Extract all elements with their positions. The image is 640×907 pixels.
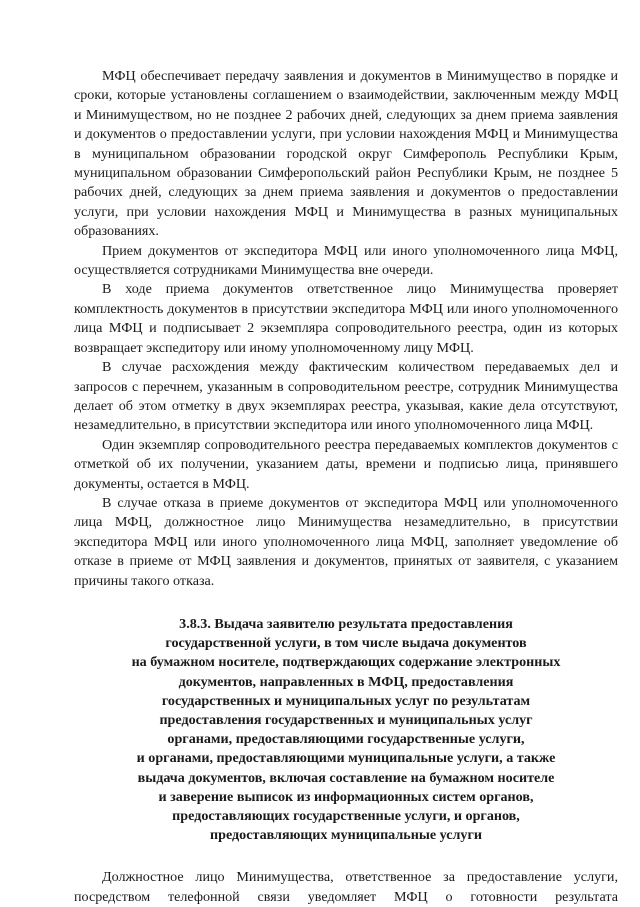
paragraph-registry-copy: Один экземпляр сопроводительного реестра передаваемых комплектов документов с отметкой об их получении, указанием даты, времени и подписью лица, принявшего документы, остается в МФЦ. bbox=[74, 436, 618, 492]
heading-line: предоставляющих государственные услуги, и органов, bbox=[172, 808, 520, 824]
section-heading-3-8-3 bbox=[74, 615, 618, 845]
paragraph-transfer-terms: МФЦ обеспечивает передачу заявления и документов в Минимущество в порядке и сроки, которые установлены соглашением о взаимодействии, заключенным между МФЦ и Минимуществом, но не позднее 2 рабочих дней, следующих за днем приема заявления и документов о предоставлении услуги, при условии нахождения МФЦ и Минимущества в муниципальном образовании городской округ Симферополь Республики Крым, муниципальном образовании Симферопольский район Республики Крым, не позднее 5 рабочих дней, следующих за днем приема заявления и документов о предоставлении услуги, при условии нахождения МФЦ и Минимущества в разных муниципальных образованиях. bbox=[74, 68, 618, 240]
paragraph-completeness-check: В ходе приема документов ответственное лицо Минимущества проверяет комплектность документов в присутствии экспедитора МФЦ или иного уполномоченного лица МФЦ и подписывает 2 экземпляра сопроводительного реестра, один из которых возвращает экспедитору или иному уполномоченному лицу МФЦ. bbox=[74, 281, 618, 356]
heading-line: на бумажном носителе, подтверждающих содержание электронных bbox=[131, 654, 561, 671]
heading-line: 3.8.3. Выдача заявителю результата предоставления bbox=[179, 615, 513, 632]
heading-line: органами, предоставляющими государственные услуги, bbox=[167, 731, 525, 748]
paragraph-refusal: В случае отказа в приеме документов от экспедитора МФЦ или уполномоченного лица МФЦ, должностное лицо Минимущества незамедлительно, в присутствии экспедитора МФЦ или иного уполномоченного лица МФЦ, заполняет уведомление об отказе в приеме от МФЦ заявления и документов, принятых от заявителя, с указанием причины такого отказа. bbox=[74, 494, 618, 589]
paragraph-reception-order: Прием документов от экспедитора МФЦ или иного уполномоченного лица МФЦ, осуществляется сотрудниками Минимущества вне очереди. bbox=[74, 242, 618, 279]
heading-line: выдача документов, включая составление на бумажном носителе bbox=[137, 769, 555, 786]
paragraph-result-notification bbox=[74, 868, 618, 907]
heading-line: государственных и муниципальных услуг по результатам bbox=[161, 692, 531, 709]
text-line: Должностное лицо Минимущества, ответственное за предоставление услуги, bbox=[102, 869, 618, 886]
paragraph-discrepancy: В случае расхождения между фактическим количеством передаваемых дел и запросов с перечнем, указанным в сопроводительном реестре, сотрудник Минимущества делает об этом отметку в двух экземплярах реестра, указывая, какие дела отсутствуют, незамедлительно, в присутствии экспедитора или иного уполномоченного лица МФЦ. bbox=[74, 359, 618, 434]
heading-line: предоставления государственных и муниципальных услуг bbox=[159, 711, 533, 728]
heading-line: и заверение выписок из информационных систем органов, bbox=[158, 788, 534, 805]
heading-line: предоставляющих муниципальные услуги bbox=[210, 827, 482, 844]
heading-line: и органами, предоставляющими муниципальные услуги, а также bbox=[136, 750, 556, 767]
heading-line: документов, направленных в МФЦ, предоставления bbox=[178, 673, 514, 690]
heading-line: государственной услуги, в том числе выдача документов bbox=[165, 635, 527, 652]
text-line: посредством телефонной связи уведомляет МФЦ о готовности результата bbox=[74, 888, 618, 905]
